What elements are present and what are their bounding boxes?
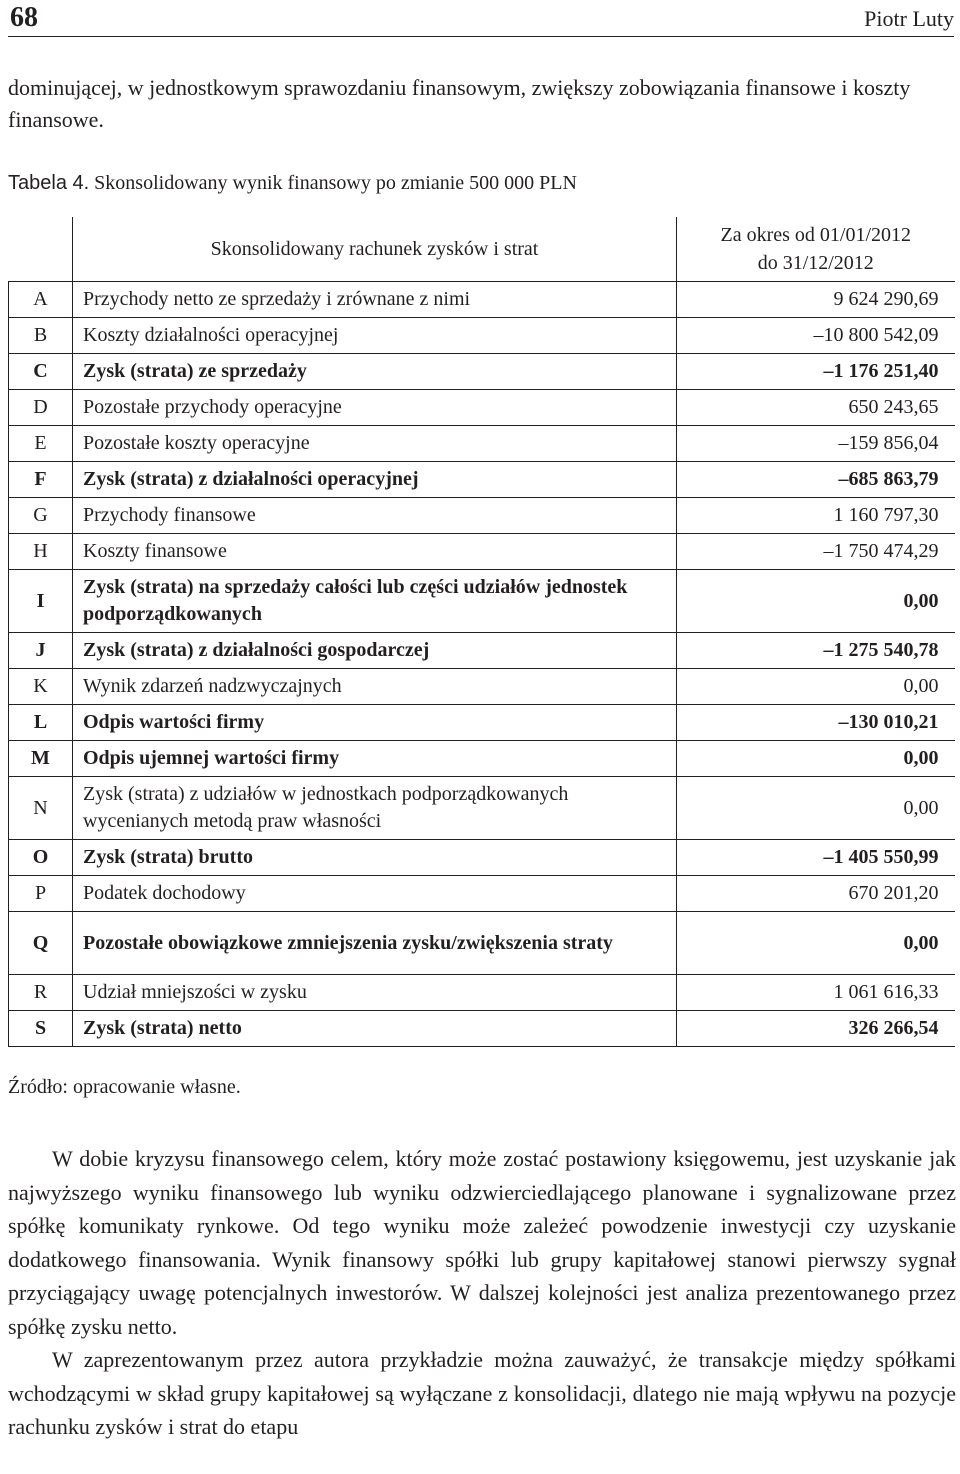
row-description: Pozostałe obowiązkowe zmniejszenia zysku/zwiększenia straty [73, 912, 677, 975]
row-description: Zysk (strata) z działalności gospodarczej [73, 633, 677, 669]
table-row [9, 462, 955, 498]
table-row [9, 705, 955, 741]
row-value: 670 201,20 [677, 876, 955, 912]
row-value: 0,00 [677, 777, 955, 840]
row-code: E [9, 426, 73, 462]
row-description: Przychody netto ze sprzedaży i zrównane z nimi [73, 282, 677, 318]
table-row [9, 354, 955, 390]
table-row [9, 912, 955, 975]
row-code: N [9, 777, 73, 840]
row-value: 9 624 290,69 [677, 282, 955, 318]
table-row [9, 426, 955, 462]
table-row [9, 777, 955, 840]
table-row [9, 534, 955, 570]
row-description: Odpis wartości firmy [73, 705, 677, 741]
row-value: –1 405 550,99 [677, 840, 955, 876]
row-value: 0,00 [677, 570, 955, 633]
row-description: Zysk (strata) z udziałów w jednostkach podporządkowanych wycenianych metodą praw własności [73, 777, 677, 840]
row-code: Q [9, 912, 73, 975]
row-code: O [9, 840, 73, 876]
row-code: R [9, 975, 73, 1011]
row-description: Zysk (strata) na sprzedaży całości lub części udziałów jednostek podporządkowanych [73, 570, 677, 633]
row-code: F [9, 462, 73, 498]
row-code: B [9, 318, 73, 354]
table-row [9, 633, 955, 669]
table-row [9, 876, 955, 912]
income-statement-table [8, 217, 955, 1047]
body-text [8, 1142, 956, 1444]
row-description: Koszty finansowe [73, 534, 677, 570]
page-number: 68 [10, 2, 38, 33]
row-description: Koszty działalności operacyjnej [73, 318, 677, 354]
row-code: D [9, 390, 73, 426]
row-value: 0,00 [677, 912, 955, 975]
row-value: 326 266,54 [677, 1011, 955, 1047]
row-code: M [9, 741, 73, 777]
row-value: 0,00 [677, 741, 955, 777]
row-code: S [9, 1011, 73, 1047]
table-caption-label: Tabela 4. [8, 172, 90, 194]
row-code: J [9, 633, 73, 669]
row-value: –1 750 474,29 [677, 534, 955, 570]
body-paragraph-1: W dobie kryzysu finansowego celem, który może zostać postawiony księgowemu, jest uzyskanie jak najwyższego wyniku finansowego lub wyniku odzwierciedlającego planowane i sygnalizowane przez spółkę komunikaty rynkowe. Od tego wyniku może zależeć powodzenie inwestycji czy uzyskanie dodatkowego finansowania. Wynik finansowy spółki lub grupy kapitałowej stanowi pierwszy sygnał przyciągający uwagę potencjalnych inwestorów. W dalszej kolejności jest analiza prezentowanego przez spółkę zysku netto. [8, 1146, 956, 1339]
row-code: L [9, 705, 73, 741]
row-description: Wynik zdarzeń nadzwyczajnych [73, 669, 677, 705]
row-code: I [9, 570, 73, 633]
row-code: C [9, 354, 73, 390]
table-row [9, 741, 955, 777]
table-row [9, 1011, 955, 1047]
row-description: Zysk (strata) ze sprzedaży [73, 354, 677, 390]
row-description: Odpis ujemnej wartości firmy [73, 741, 677, 777]
table-row [9, 282, 955, 318]
row-value: –1 275 540,78 [677, 633, 955, 669]
row-description: Zysk (strata) z działalności operacyjnej [73, 462, 677, 498]
table-row [9, 669, 955, 705]
table-row [9, 318, 955, 354]
source-note: Źródło: opracowanie własne. [8, 1076, 241, 1098]
row-value: –685 863,79 [677, 462, 955, 498]
table-row [9, 570, 955, 633]
table-caption [8, 172, 577, 195]
body-paragraph-2: W zaprezentowanym przez autora przykładzie można zauważyć, że transakcje między spółkami wchodzącymi w skład grupy kapitałowej są wyłączane z konsolidacji, dlatego nie mają wpływu na pozycje rachunku zysków i strat do etapu [8, 1347, 956, 1439]
row-description: Pozostałe koszty operacyjne [73, 426, 677, 462]
row-value: 650 243,65 [677, 390, 955, 426]
row-value: 1 160 797,30 [677, 498, 955, 534]
row-description: Pozostałe przychody operacyjne [73, 390, 677, 426]
table-row [9, 840, 955, 876]
row-value: 1 061 616,33 [677, 975, 955, 1011]
row-description: Zysk (strata) brutto [73, 840, 677, 876]
row-description: Podatek dochodowy [73, 876, 677, 912]
table-row [9, 390, 955, 426]
table-row [9, 975, 955, 1011]
table-header-row [9, 217, 955, 282]
row-description: Przychody finansowe [73, 498, 677, 534]
table-caption-title: Skonsolidowany wynik finansowy po zmianie 500 000 PLN [94, 172, 577, 194]
author-name: Piotr Luty [864, 6, 954, 31]
row-value: 0,00 [677, 669, 955, 705]
description-column-header: Skonsolidowany rachunek zysków i strat [73, 217, 677, 282]
code-column-header [9, 217, 73, 282]
intro-paragraph: dominującej, w jednostkowym sprawozdaniu finansowym, zwiększy zobowiązania finansowe i koszty finansowe. [8, 75, 911, 132]
period-header-line1: Za okres od 01/01/2012 [720, 224, 912, 246]
row-value: –1 176 251,40 [677, 354, 955, 390]
table-body [9, 282, 955, 1047]
row-code: H [9, 534, 73, 570]
row-value: –130 010,21 [677, 705, 955, 741]
row-code: K [9, 669, 73, 705]
page-header [8, 0, 954, 37]
row-value: –10 800 542,09 [677, 318, 955, 354]
period-header-line2: do 31/12/2012 [757, 252, 874, 274]
row-code: G [9, 498, 73, 534]
table-row [9, 498, 955, 534]
row-description: Zysk (strata) netto [73, 1011, 677, 1047]
row-description: Udział mniejszości w zysku [73, 975, 677, 1011]
period-column-header [677, 217, 955, 282]
row-code: P [9, 876, 73, 912]
row-code: A [9, 282, 73, 318]
row-value: –159 856,04 [677, 426, 955, 462]
